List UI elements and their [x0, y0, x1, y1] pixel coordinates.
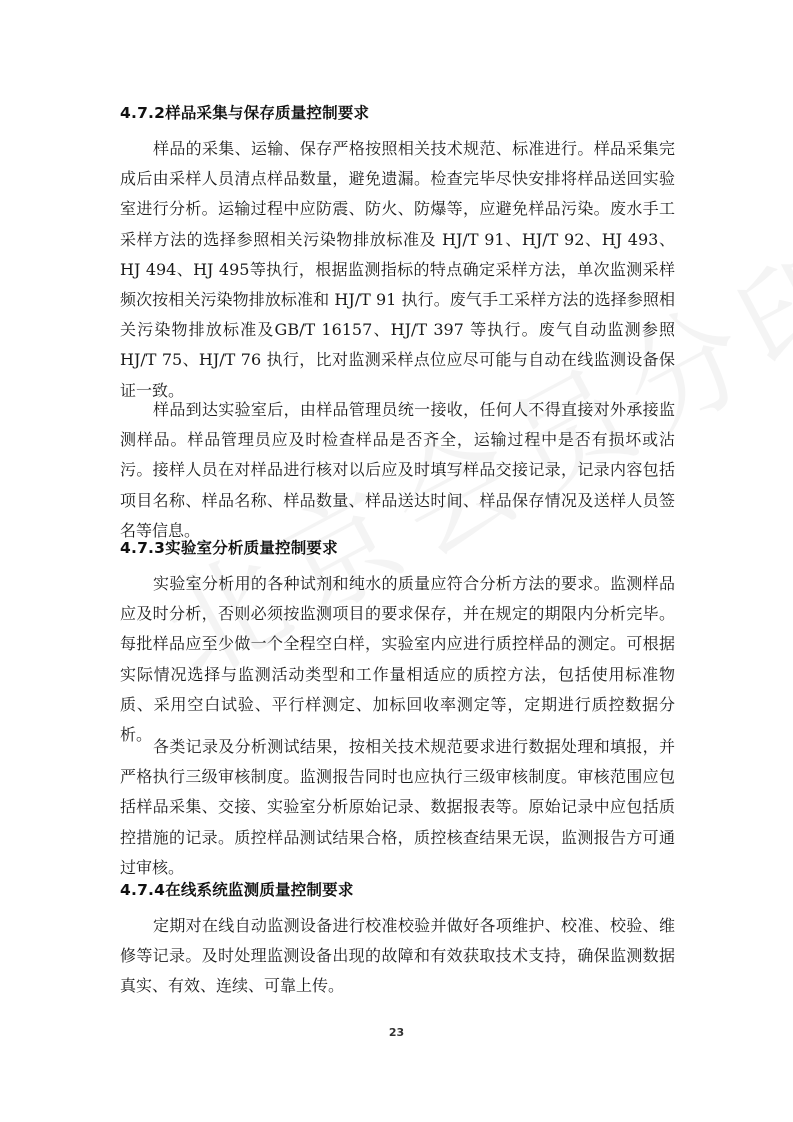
- section-heading-4-7-2: 4.7.2样品采集与保存质量控制要求: [120, 104, 370, 122]
- page-number: 23: [388, 1026, 405, 1039]
- section-heading-4-7-3: 4.7.3实验室分析质量控制要求: [120, 539, 338, 557]
- paragraph-sample-receipt: 样品到达实验室后，由样品管理员统一接收，任何人不得直接对外承接监测样品。样品管理员应及时检查样品是否齐全，运输过程中是否有损坏或沾污。接样人员在对样品进行核对以后应及时填写样品交接记录，记录内容包括项目名称、样品名称、样品数量、样品送达时间、样品保存情况及送样人员签名等信息。: [120, 400, 675, 540]
- paragraph-sample-collection: 样品的采集、运输、保存严格按照相关技术规范、标准进行。样品采集完成后由采样人员清点样品数量，避免遗漏。检查完毕尽快安排将样品送回实验室进行分析。运输过程中应防震、防火、防爆等，应避免样品污染。废水手工采样方法的选择参照相关污染物排放标准及 HJ/T 91、HJ/T 92、HJ 493、HJ 494、HJ 495等执行，根据监测指标的特点确定采样方法，单次监测采样频次按相关污染物排放标准和 HJ/T 91 执行。废气手工采样方法的选择参照相关污染物排放标准及GB/T 16157、HJ/T 397 等执行。废气自动监测参照 HJ/T 75、HJ/T 76 执行，比对监测采样点位应尽可能与自动在线监测设备保证一致。: [120, 139, 675, 400]
- paragraph-records-review: 各类记录及分析测试结果，按相关技术规范要求进行数据处理和填报，并严格执行三级审核制度。监测报告同时也应执行三级审核制度。审核范围应包括样品采集、交接、实验室分析原始记录、数据报表等。原始记录中应包括质控措施的记录。质控样品测试结果合格，质控核查结果无误，监测报告方可通过审核。: [120, 737, 675, 877]
- paragraph-lab-analysis: 实验室分析用的各种试剂和纯水的质量应符合分析方法的要求。监测样品应及时分析，否则必须按监测项目的要求保存，并在规定的期限内分析完毕。每批样品应至少做一个全程空白样，实验室内应进行质控样品的测定。可根据实际情况选择与监测活动类型和工作量相适应的质控方法，包括使用标准物质、采用空白试验、平行样测定、加标回收率测定等，定期进行质控数据分析。: [120, 574, 675, 745]
- section-heading-4-7-4: 4.7.4在线系统监测质量控制要求: [120, 881, 354, 899]
- paragraph-online-monitoring: 定期对在线自动监测设备进行校准校验并做好各项维护、校准、校验、维修等记录。及时处理监测设备出现的故障和有效获取技术支持，确保监测数据真实、有效、连续、可靠上传。: [120, 916, 675, 996]
